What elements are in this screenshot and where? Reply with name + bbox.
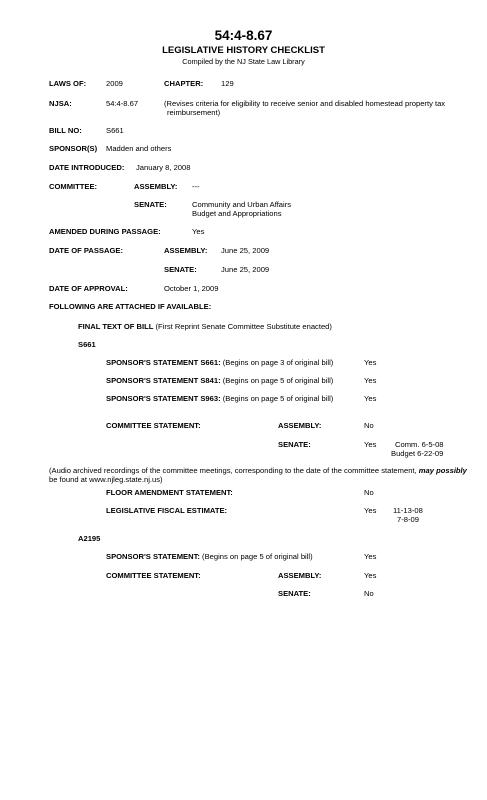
floor-amendment-label: FLOOR AMENDMENT STATEMENT: — [106, 488, 233, 497]
audio-note-line-2: be found at www.njleg.state.nj.us) — [49, 475, 163, 484]
bill-no-label: BILL NO: — [49, 126, 82, 135]
amended-value: Yes — [192, 227, 205, 236]
statute-number: 54:4-8.67 — [214, 28, 273, 43]
s661-committee-senate-note-1: Comm. 6-5-08 — [395, 440, 444, 449]
committee-senate-label: SENATE: — [134, 200, 167, 209]
approval-value: October 1, 2009 — [164, 284, 219, 293]
committee-assembly-label: ASSEMBLY: — [134, 182, 178, 191]
bill-no-value: S661 — [106, 126, 124, 135]
final-text-value: (First Reprint Senate Committee Substitute enacted) — [155, 322, 332, 331]
committee-assembly-value: --- — [192, 182, 200, 191]
audio-note-emphasis: may possibly — [418, 466, 467, 475]
s661-heading: S661 — [78, 340, 96, 349]
committee-senate-line1: Community and Urban Affairs — [192, 200, 292, 209]
audio-note-text: (Audio archived recordings of the committee meetings, corresponding to the date of the committee statement, — [49, 466, 417, 475]
s661-committee-assembly-label: ASSEMBLY: — [278, 421, 322, 430]
a2195-committee-label: COMMITTEE STATEMENT: — [106, 571, 201, 580]
floor-amendment-value: No — [364, 488, 374, 497]
s661-statement-1-label: SPONSOR'S STATEMENT S661: — [106, 358, 221, 367]
s661-committee-assembly-value: No — [364, 421, 374, 430]
s661-committee-senate-note-2: Budget 6-22-09 — [391, 449, 444, 458]
final-text-row — [78, 322, 332, 331]
amended-label: AMENDED DURING PASSAGE: — [49, 227, 161, 236]
a2195-heading: A2195 — [78, 534, 101, 543]
s661-statement-1-value: Yes — [364, 358, 377, 367]
s661-statement-2-label: SPONSOR'S STATEMENT S841: — [106, 376, 221, 385]
attached-heading: FOLLOWING ARE ATTACHED IF AVAILABLE: — [49, 302, 212, 311]
s661-statement-1-note: (Begins on page 3 of original bill) — [222, 358, 334, 367]
s661-statement-3-note: (Begins on page 5 of original bill) — [222, 394, 334, 403]
s661-statement-3-value: Yes — [364, 394, 377, 403]
fiscal-estimate-date-2: 7-8-09 — [397, 515, 419, 524]
sponsors-label: SPONSOR(S) — [49, 144, 98, 153]
s661-statement-2 — [106, 376, 333, 385]
date-introduced-value: January 8, 2008 — [136, 163, 191, 172]
njsa-description-cont: reimbursement) — [167, 108, 221, 117]
chapter-label: CHAPTER: — [164, 79, 204, 88]
njsa-description: (Revises criteria for eligibility to receive senior and disabled homestead property tax — [164, 99, 446, 108]
a2195-statement-note: (Begins on page 5 of original bill) — [202, 552, 313, 561]
s661-committee-senate-label: SENATE: — [278, 440, 311, 449]
a2195-statement-value: Yes — [364, 552, 377, 561]
document-title: LEGISLATIVE HISTORY CHECKLIST — [162, 45, 325, 56]
s661-committee-label: COMMITTEE STATEMENT: — [106, 421, 201, 430]
njsa-value: 54:4-8.67 — [106, 99, 139, 108]
a2195-committee-assembly-value: Yes — [364, 571, 377, 580]
compiled-by: Compiled by the NJ State Law Library — [182, 57, 305, 66]
audio-note-line-1 — [49, 466, 467, 475]
a2195-statement — [106, 552, 313, 561]
laws-of-value: 2009 — [106, 79, 123, 88]
approval-label: DATE OF APPROVAL: — [49, 284, 128, 293]
final-text-label: FINAL TEXT OF BILL — [78, 322, 154, 331]
date-introduced-label: DATE INTRODUCED: — [49, 163, 125, 172]
s661-statement-3-label: SPONSOR'S STATEMENT S963: — [106, 394, 221, 403]
a2195-committee-assembly-label: ASSEMBLY: — [278, 571, 322, 580]
fiscal-estimate-date-1: 11-13-08 — [393, 506, 423, 515]
passage-label: DATE OF PASSAGE: — [49, 246, 123, 255]
njsa-label: NJSA: — [49, 99, 72, 108]
passage-assembly-label: ASSEMBLY: — [164, 246, 208, 255]
s661-statement-2-note: (Begins on page 5 of original bill) — [222, 376, 334, 385]
s661-committee-senate-value: Yes — [364, 440, 377, 449]
passage-assembly-value: June 25, 2009 — [221, 246, 270, 255]
passage-senate-value: June 25, 2009 — [221, 265, 270, 274]
sponsors-value: Madden and others — [106, 144, 172, 153]
passage-senate-label: SENATE: — [164, 265, 197, 274]
a2195-statement-label: SPONSOR'S STATEMENT: — [106, 552, 200, 561]
s661-statement-2-value: Yes — [364, 376, 377, 385]
s661-statement-3 — [106, 394, 333, 403]
committee-senate-line2: Budget and Appropriations — [192, 209, 282, 218]
fiscal-estimate-label: LEGISLATIVE FISCAL ESTIMATE: — [106, 506, 228, 515]
a2195-committee-senate-value: No — [364, 589, 374, 598]
chapter-value: 129 — [221, 79, 234, 88]
laws-of-label: LAWS OF: — [49, 79, 87, 88]
committee-label: COMMITTEE: — [49, 182, 98, 191]
fiscal-estimate-value: Yes — [364, 506, 377, 515]
a2195-committee-senate-label: SENATE: — [278, 589, 311, 598]
s661-statement-1 — [106, 358, 333, 367]
